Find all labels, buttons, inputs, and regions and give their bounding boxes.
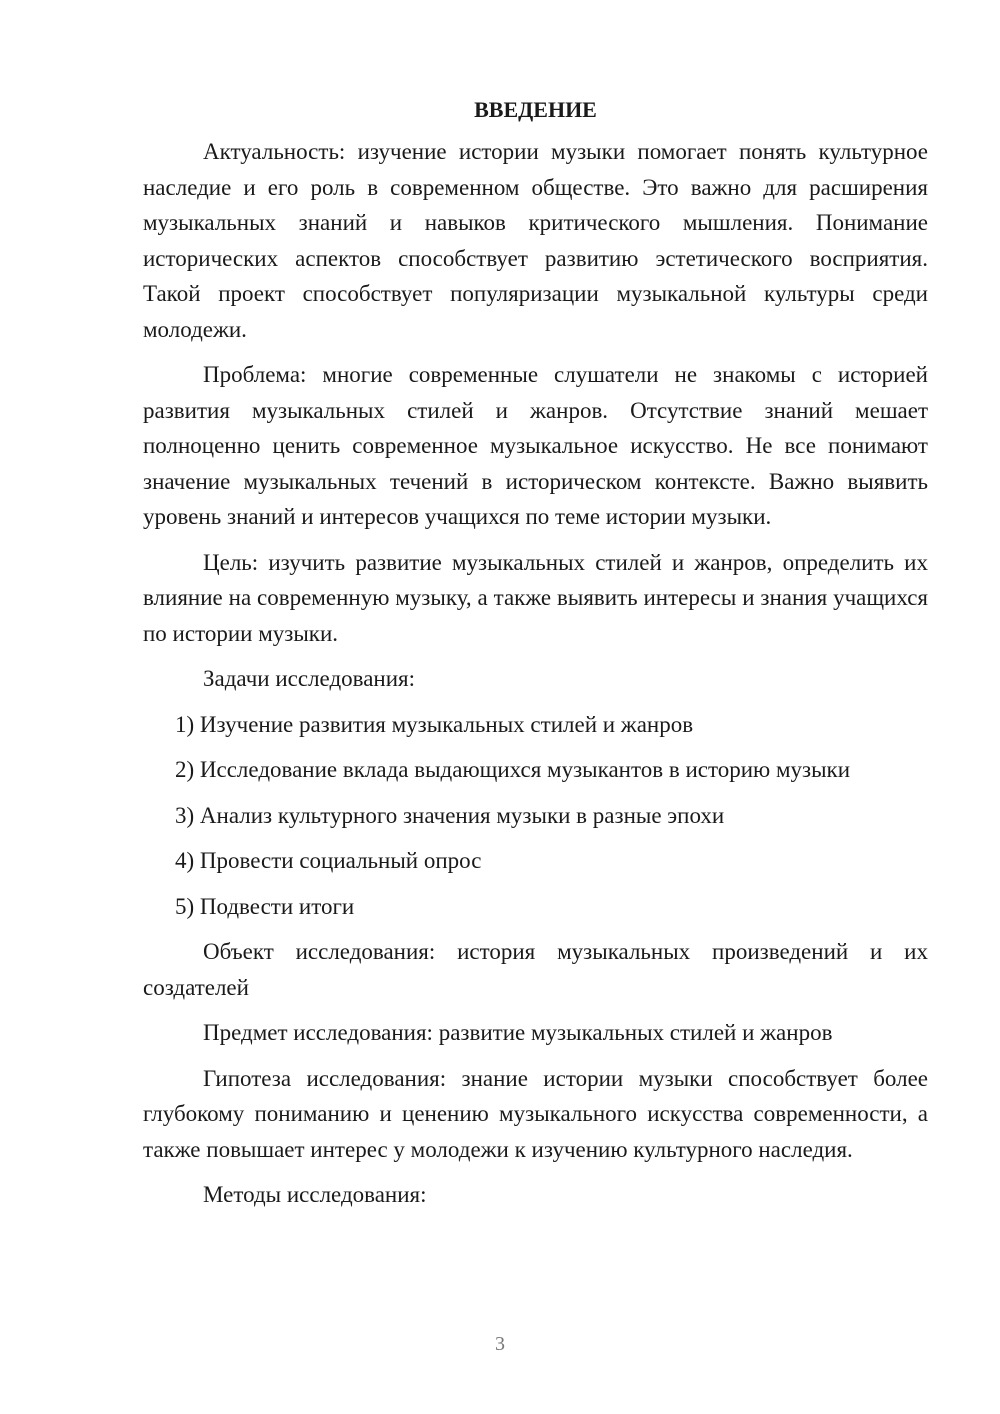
- tasks-heading: Задачи исследования:: [203, 666, 416, 691]
- task-item: 1) Изучение развития музыкальных стилей и жанров: [175, 711, 694, 737]
- page-number: 3: [495, 1333, 505, 1355]
- task-item: 3) Анализ культурного значения музыки в разные эпохи: [175, 802, 725, 828]
- task-item: 2) Исследование вклада выдающихся музыкантов в историю музыки: [175, 757, 851, 782]
- methods-heading: Методы исследования:: [203, 1182, 427, 1207]
- document-page: [143, 96, 928, 1223]
- paragraph-subject: Предмет исследования: развитие музыкальных стилей и жанров: [203, 1020, 833, 1045]
- paragraph-object: Объект исследования: история музыкальных произведений и их создателей: [143, 939, 928, 1000]
- paragraph-problem: Проблема: многие современные слушатели не знакомы с историей развития музыкальных стилей и жанров. Отсутствие знаний мешает полноценно ценить современное музыкальное искусство. Не все понимают значение музыкальных течений в историческом контексте. Важно выявить уровень знаний и интересов учащихся по теме истории музыки.: [143, 362, 928, 529]
- paragraph-goal: Цель: изучить развитие музыкальных стилей и жанров, определить их влияние на современную музыку, а также выявить интересы и знания учащихся по истории музыки.: [143, 549, 928, 646]
- section-title: ВВЕДЕНИЕ: [474, 97, 597, 122]
- task-item: 4) Провести социальный опрос: [175, 848, 482, 873]
- task-item: 5) Подвести итоги: [175, 893, 355, 919]
- paragraph-hypothesis: Гипотеза исследования: знание истории музыки способствует более глубокому пониманию и ценению музыкального искусства современности, а также повышает интерес у молодежи к изучению культурного наследия.: [143, 1065, 928, 1162]
- paragraph-relevance: Актуальность: изучение истории музыки помогает понять культурное наследие и его роль в современном обществе. Это важно для расширения музыкальных знаний и навыков критического мышления. Понимание исторических аспектов способствует развитию эстетического восприятия. Такой проект способствует популяризации музыкальной культуры среди молодежи.: [143, 139, 928, 342]
